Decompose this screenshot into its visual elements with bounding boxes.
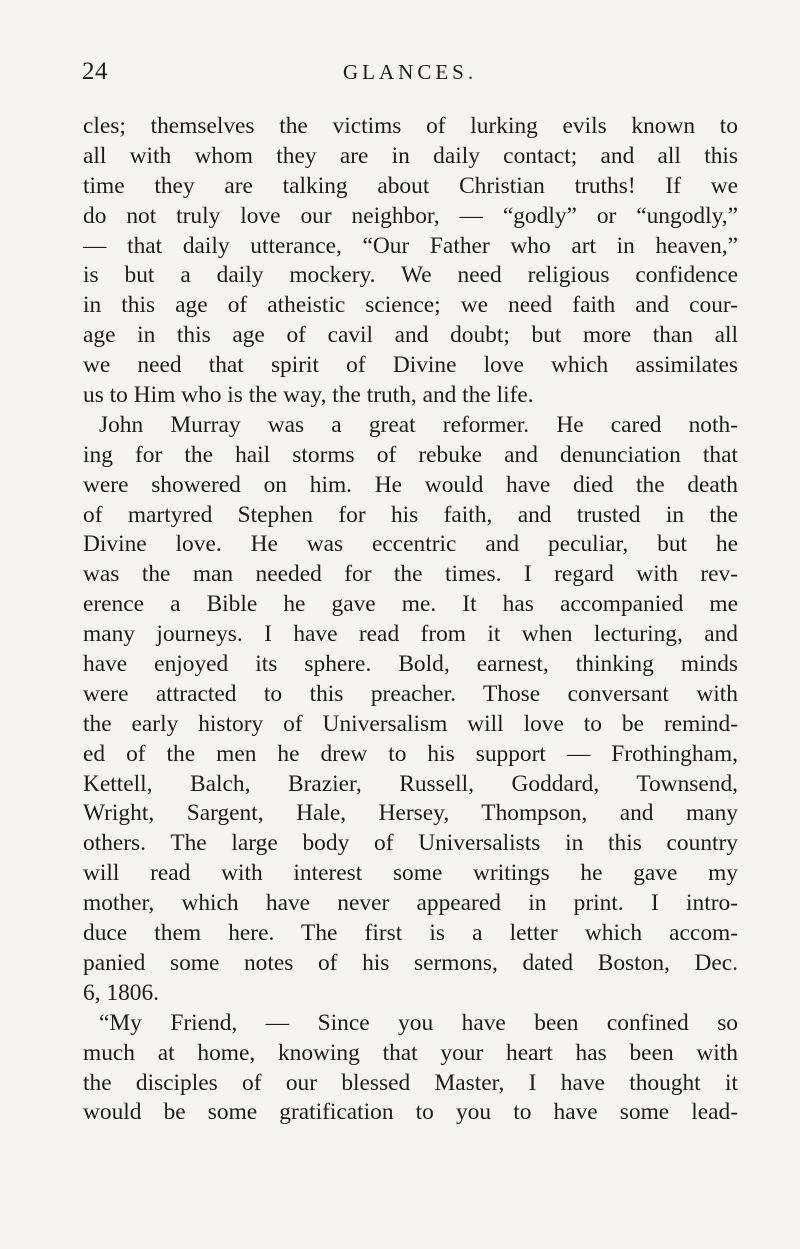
text-line: the early history of Universalism will love to be remind- xyxy=(83,710,738,737)
text-line: we need that spirit of Divine love which assimilates xyxy=(83,352,738,379)
running-head: GLANCES. xyxy=(343,60,478,84)
text-line: 6, 1806. xyxy=(83,979,160,1006)
text-line: have enjoyed its sphere. Bold, earnest, thinking minds xyxy=(83,651,738,678)
text-line: in this age of atheistic science; we need faith and cour- xyxy=(83,292,738,319)
text-line: “My Friend, — Since you have been confined so xyxy=(99,1009,738,1036)
text-line: Divine love. He was eccentric and peculiar, but he xyxy=(83,531,738,558)
text-line: much at home, knowing that your heart has been with xyxy=(83,1039,738,1066)
text-line: us to Him who is the way, the truth, and the life. xyxy=(83,382,534,409)
text-line: panied some notes of his sermons, dated Boston, Dec. xyxy=(83,949,738,976)
page-header xyxy=(82,58,732,90)
text-line: will read with interest some writings he gave my xyxy=(83,860,738,887)
text-line: ed of the men he drew to his support — Frothingham, xyxy=(83,740,738,767)
text-line: many journeys. I have read from it when lecturing, and xyxy=(83,621,738,648)
text-line: of martyred Stephen for his faith, and trusted in the xyxy=(83,501,738,528)
text-line: time they are talking about Christian truths! If we xyxy=(83,172,738,199)
text-line: erence a Bible he gave me. It has accompanied me xyxy=(83,591,738,618)
text-line: were attracted to this preacher. Those conversant with xyxy=(83,680,738,707)
text-line: was the man needed for the times. I regard with rev- xyxy=(83,561,738,588)
text-line: do not truly love our neighbor, — “godly” or “ungodly,” xyxy=(83,202,738,229)
text-line: John Murray was a great reformer. He cared noth- xyxy=(99,411,738,438)
text-line: the disciples of our blessed Master, I have thought it xyxy=(83,1069,738,1096)
text-line: — that daily utterance, “Our Father who art in heaven,” xyxy=(83,232,738,259)
text-line: age in this age of cavil and doubt; but more than all xyxy=(83,322,738,349)
text-line: would be some gratification to you to have some lead- xyxy=(83,1099,738,1126)
text-line: ing for the hail storms of rebuke and denunciation that xyxy=(83,441,738,468)
text-line: all with whom they are in daily contact; and all this xyxy=(83,142,738,169)
text-line: others. The large body of Universalists in this country xyxy=(83,830,738,857)
text-line: mother, which have never appeared in print. I intro- xyxy=(83,890,738,917)
text-line: cles; themselves the victims of lurking evils known to xyxy=(83,113,738,139)
text-line: were showered on him. He would have died the death xyxy=(83,471,738,498)
text-line: duce them here. The first is a letter which accom- xyxy=(83,920,738,947)
text-line: Kettell, Balch, Brazier, Russell, Goddard, Townsend, xyxy=(83,770,738,797)
text-line: Wright, Sargent, Hale, Hersey, Thompson, and many xyxy=(83,800,738,827)
page-number: 24 xyxy=(82,58,108,85)
body-text xyxy=(83,112,738,1128)
text-line: is but a daily mockery. We need religious confidence xyxy=(83,262,738,289)
